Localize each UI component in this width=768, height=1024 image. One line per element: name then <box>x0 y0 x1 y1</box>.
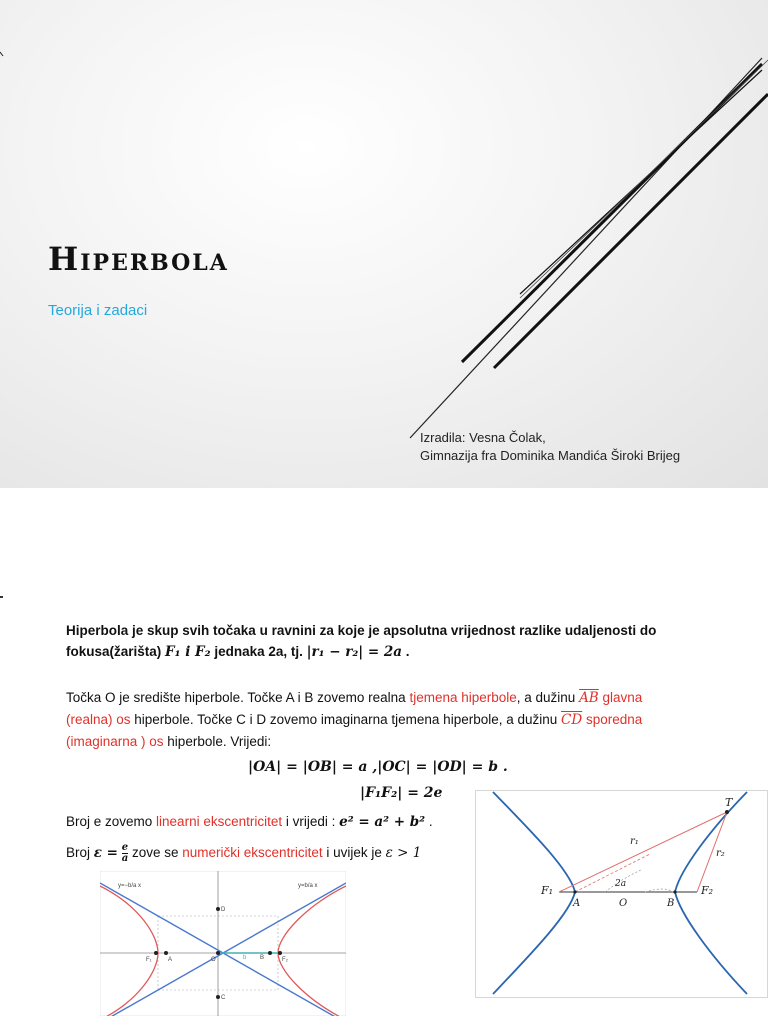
label-c: C <box>221 995 226 1001</box>
text: Broj e zovemo <box>66 814 157 829</box>
label-r2: r₂ <box>716 848 725 859</box>
label-a: A <box>168 957 173 963</box>
page-title: Hiperbola <box>48 240 229 278</box>
highlight-vertices: tjemena hiperbole <box>409 690 517 705</box>
label-f1: F₁ <box>146 957 152 963</box>
slide-marker <box>0 596 3 598</box>
foci-symbols: F₁ i F₂ <box>165 644 211 660</box>
author-line-1: Izradila: Vesna Čolak, <box>420 430 546 445</box>
label-f1: F₁ <box>541 884 554 897</box>
hyperbola-asymptotes-figure <box>100 871 346 1016</box>
asymptote-right-label: y=b/a x <box>298 883 318 889</box>
hyperbola-focal-radii-figure <box>475 790 768 998</box>
text: hiperbole. Vrijedi: <box>163 734 272 749</box>
definition-line-1: Hiperbola je skup svih točaka u ravnini za koje je apsolutna vrijednost razlike udaljenosti do <box>66 623 657 638</box>
page-subtitle: Teorija i zadaci <box>48 302 148 319</box>
linear-eccentricity-line <box>66 811 433 833</box>
label-o: O <box>211 957 216 963</box>
definition-paragraph <box>66 620 686 663</box>
vertices-paragraph <box>66 687 706 752</box>
title-slide <box>0 0 768 488</box>
highlight-secondary-axis: sporedna <box>582 712 643 727</box>
label-f2: F₂ <box>282 957 288 963</box>
label-2a: 2a <box>615 879 627 889</box>
text: Broj <box>66 845 94 860</box>
eccentricity-equation: e² = a² + b² <box>339 814 426 830</box>
label-f2: F₂ <box>701 884 714 897</box>
label-b: B <box>260 955 265 961</box>
text: zove se <box>132 845 183 860</box>
definition-dot: . <box>402 644 410 659</box>
author-line-2: Gimnazija fra Dominika Mandića Široki Brijeg <box>420 448 681 463</box>
highlight-imaginary-axis: (imaginarna ) os <box>66 734 164 749</box>
highlight-main-axis: glavna <box>598 690 643 705</box>
fraction-numerator: e <box>121 841 129 853</box>
fraction <box>122 843 128 864</box>
text: Točka O je središte hiperbole. Točke A i B zovemo realna <box>66 690 410 705</box>
author-info <box>420 429 680 465</box>
text: hiperbole. Točke C i D zovemo imaginarna tjemena hiperbole, a dužinu <box>130 712 562 727</box>
label-r1: r₁ <box>630 836 639 847</box>
label-b: B <box>667 898 675 909</box>
theory-slide <box>0 592 768 1024</box>
segment-cd: $\overline{CD}$ <box>561 712 583 728</box>
label-d: D <box>221 907 226 913</box>
numeric-eccentricity-line <box>66 842 421 864</box>
vertices-line-2 <box>66 709 706 731</box>
vertices-line-1 <box>66 687 706 709</box>
vertices-line-3 <box>66 731 706 752</box>
definition-text: fokusa(žarišta) <box>66 644 166 659</box>
label-o: O <box>619 898 628 909</box>
label-t: T <box>725 796 733 809</box>
label-a: A <box>573 898 581 909</box>
text: . <box>425 814 433 829</box>
asymptote-left-label: y=−b/a x <box>118 883 142 889</box>
definition-text-2: jednaka 2a, tj. <box>210 644 307 659</box>
highlight-linear-eccentricity: linearni ekscentricitet <box>156 814 283 829</box>
text: , a dužinu <box>516 690 580 705</box>
segment-ab: $\overline{AB}$ <box>579 690 599 706</box>
fraction-denominator: a <box>121 852 129 864</box>
label-b-small: b <box>243 955 247 961</box>
eccentricity-inequality: ε > 1 <box>385 845 422 861</box>
equation-foci-distance: |F₁F₂| = 2e <box>360 785 443 801</box>
text: i vrijedi : <box>282 814 340 829</box>
text: i uvijek je <box>322 845 386 860</box>
definition-equation: |r₁ − r₂| = 2a <box>306 644 403 660</box>
highlight-real-axis: (realna) os <box>66 712 131 727</box>
definition-line-2 <box>66 641 686 663</box>
highlight-numeric-eccentricity: numerički ekscentricitet <box>182 845 323 860</box>
equation-distances: |OA| = |OB| = a ,|OC| = |OD| = b . <box>248 759 508 775</box>
epsilon-symbol: ε = <box>93 845 118 861</box>
